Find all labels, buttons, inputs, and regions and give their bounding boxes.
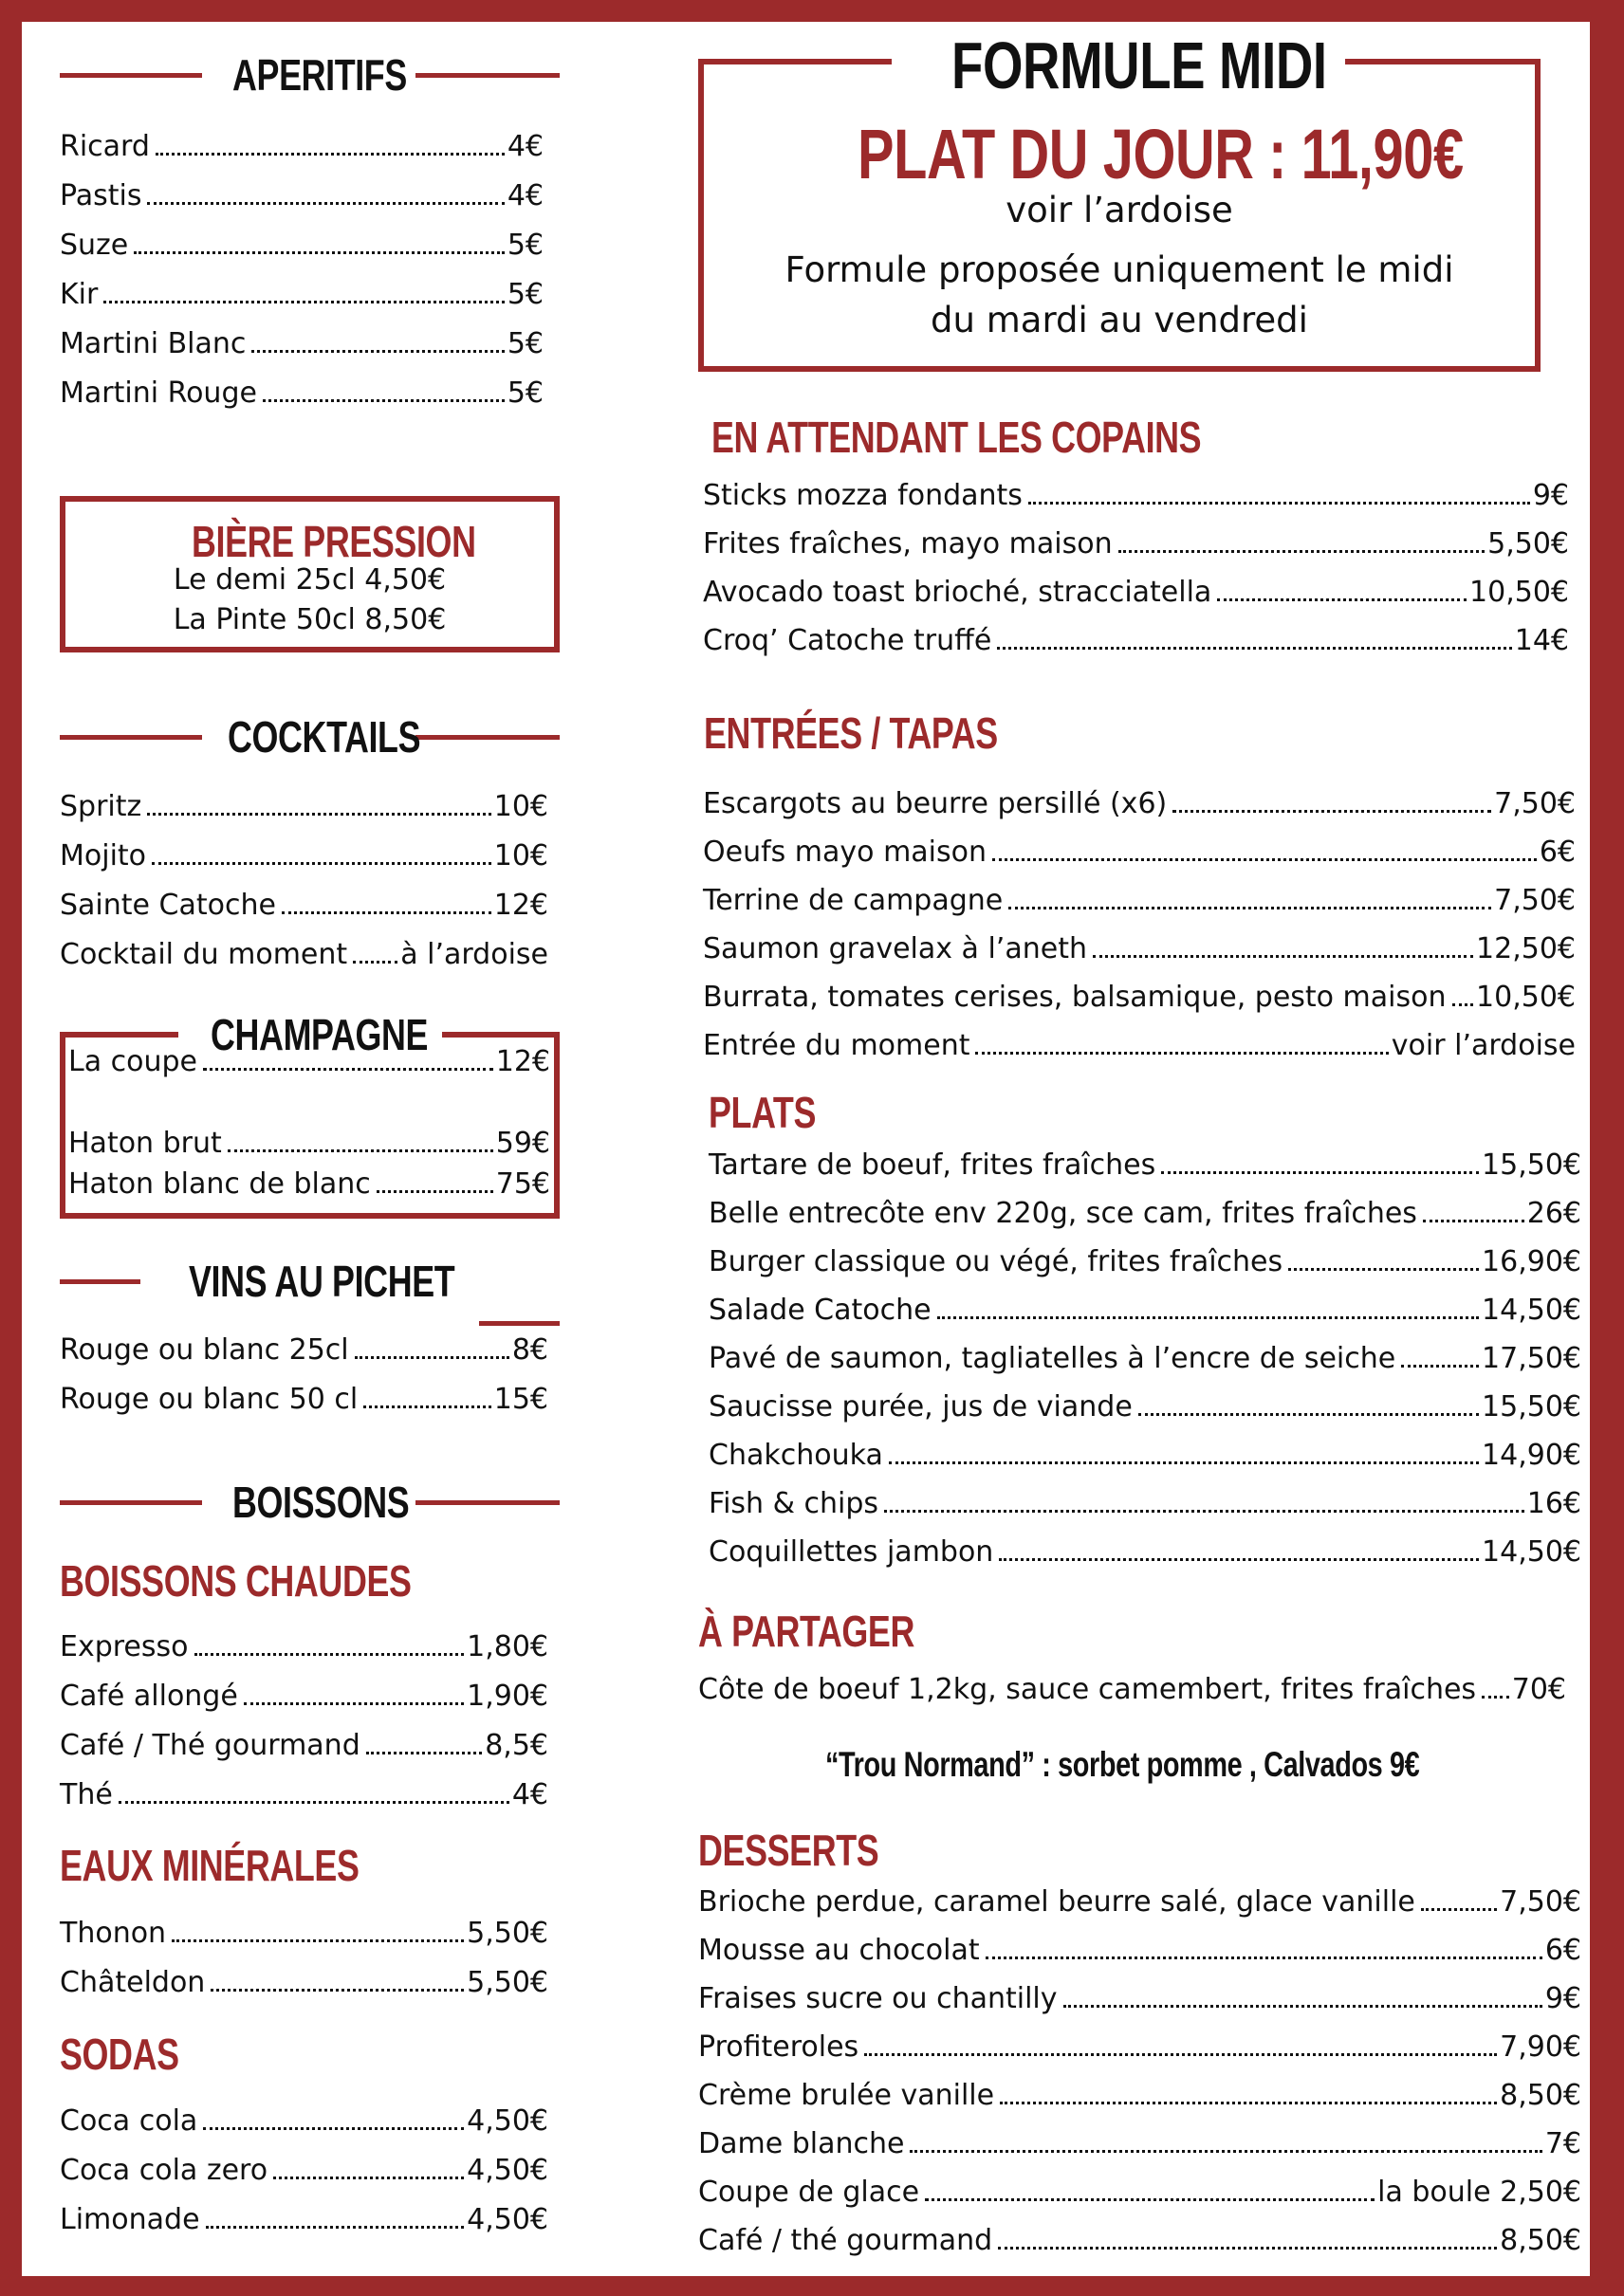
dessert-item [698,1933,1581,1969]
dot-leader [147,202,504,205]
champagne-item [68,1166,550,1203]
boisson-chaude-item [60,1679,548,1715]
dessert-item [698,2223,1581,2259]
dot-leader [263,399,505,402]
aperitifs-rule-left [60,73,202,78]
item-name: Sainte Catoche [60,889,276,922]
dot-leader [1161,1171,1479,1174]
dot-leader [889,1461,1479,1464]
vin-item [60,1332,548,1368]
cocktail-item [60,888,548,924]
dot-leader [1482,1696,1509,1699]
champagne-item [68,1126,550,1162]
dot-leader [273,2177,464,2179]
dot-leader [377,1190,493,1193]
dessert-item [698,1884,1581,1920]
item-price: 7,50€ [1500,1885,1581,1919]
item-price: 14,50€ [1482,1535,1581,1569]
item-price: 1,80€ [467,1630,548,1663]
item-name: Coquillettes jambon [709,1535,994,1569]
champagne-item [68,1044,550,1080]
aperitifs-title: APERITIFS [232,50,407,100]
formule-title: FORMULE MIDI [951,28,1327,102]
item-name: Tartare de boeuf, frites fraîches [709,1148,1156,1182]
item-price: 10€ [493,839,548,872]
item-name: Kir [60,278,99,311]
item-price: 15€ [493,1383,548,1416]
item-price: 15,50€ [1482,1148,1581,1182]
item-price: 14,50€ [1482,1294,1581,1327]
item-name: Crème brulée vanille [698,2079,995,2112]
aperitif-item [60,178,544,214]
dessert-item [698,2078,1581,2114]
item-price: 70€ [1511,1673,1566,1706]
partager-item [698,1672,1566,1708]
dot-leader [997,647,1511,650]
item-name: Expresso [60,1630,189,1663]
item-name: Frites fraîches, mayo maison [703,527,1113,560]
item-name: Thé [60,1778,113,1811]
item-name: Cocktail du moment [60,938,348,971]
trou-normand: “Trou Normand” : sorbet pomme , Calvados 9€ [825,1745,1420,1784]
plat-item [709,1293,1581,1329]
item-price: 12,50€ [1476,932,1576,965]
item-name: Escargots au beurre persillé (x6) [703,787,1168,820]
item-price: 5€ [507,229,544,262]
item-price: 17,50€ [1482,1342,1581,1375]
dot-leader [925,2198,1375,2201]
item-price: à l’ardoise [400,938,548,971]
item-price: 10,50€ [1469,576,1569,609]
item-name: Brioche perdue, caramel beurre salé, glace vanille [698,1885,1415,1919]
dot-leader [999,1558,1479,1561]
cocktail-item [60,937,548,973]
dot-leader [172,1939,464,1942]
dot-leader [1138,1413,1479,1416]
vins-rule-right [479,1321,560,1326]
dot-leader [251,350,504,353]
item-price: 5€ [507,377,544,410]
dot-leader [244,1702,464,1705]
boisson-chaude-item [60,1629,548,1665]
aperitif-item [60,326,544,362]
item-price: la boule 2,50€ [1377,2176,1581,2209]
dot-leader [203,1068,493,1071]
item-name: Châteldon [60,1966,206,1999]
item-name: Rouge ou blanc 25cl [60,1333,349,1367]
plat-item [709,1148,1581,1184]
entree-item [703,980,1576,1016]
dessert-item [698,2175,1581,2211]
biere-line-pinte: La Pinte 50cl 8,50€ [173,603,447,636]
dot-leader [937,1316,1479,1319]
dot-leader [992,858,1537,861]
dot-leader [1172,810,1491,813]
copains-item [703,575,1569,611]
dot-leader [366,1752,482,1754]
dessert-item [698,1981,1581,2017]
item-price: 75€ [495,1167,550,1201]
copains-item [703,526,1569,562]
item-price: 7€ [1544,2127,1581,2160]
dot-leader [156,153,505,156]
item-price: 1,90€ [467,1680,548,1713]
dot-leader [355,1356,509,1359]
plat-item [709,1244,1581,1280]
boisson-chaude-item [60,1777,548,1813]
biere-line-demi: Le demi 25cl 4,50€ [173,563,447,597]
item-price: 59€ [495,1127,550,1160]
item-price: 7,50€ [1494,787,1576,820]
dot-leader [975,1052,1388,1055]
item-name: Haton brut [68,1127,222,1160]
item-name: Suze [60,229,129,262]
item-name: Rouge ou blanc 50 cl [60,1383,359,1416]
plat-item [709,1486,1581,1522]
item-name: Thonon [60,1917,167,1950]
aperitif-item [60,277,544,313]
item-price: 9€ [1544,1982,1581,2015]
item-name: Café allongé [60,1680,238,1713]
item-name: Avocado toast brioché, stracciatella [703,576,1212,609]
dessert-item [698,2126,1581,2162]
entree-item [703,835,1576,871]
boisson-chaude-item [60,1728,548,1764]
item-name: Café / thé gourmand [698,2224,993,2257]
item-price: 10,50€ [1476,981,1576,1014]
item-name: Saumon gravelax à l’aneth [703,932,1087,965]
dot-leader [998,2247,1497,2250]
item-name: Chakchouka [709,1439,883,1472]
dot-leader [864,2053,1497,2056]
eau-item [60,1965,548,2001]
dot-leader [1452,1003,1474,1006]
item-name: Entrée du moment [703,1029,970,1062]
item-name: Café / Thé gourmand [60,1729,360,1762]
plat-item [709,1438,1581,1474]
dot-leader [119,1801,509,1804]
item-price: 15,50€ [1482,1390,1581,1424]
item-name: Salade Catoche [709,1294,932,1327]
item-price: 16,90€ [1482,1245,1581,1278]
dot-leader [1217,598,1467,601]
dot-leader [353,961,397,964]
item-name: Sticks mozza fondants [703,479,1023,512]
item-price: 26€ [1526,1197,1581,1230]
item-name: Oeufs mayo maison [703,836,987,869]
formule-plat: PLAT DU JOUR : 11,90€ [858,115,1464,193]
item-price: 5€ [507,278,544,311]
aperitif-item [60,228,544,264]
entree-item [703,1028,1576,1064]
vins-rule-left [60,1279,140,1284]
cocktails-rule-right [415,735,560,740]
item-price: 8,5€ [485,1729,548,1762]
item-name: Haton blanc de blanc [68,1167,371,1201]
plat-item [709,1389,1581,1425]
item-name: Burger classique ou végé, frites fraîches [709,1245,1283,1278]
dot-leader [1008,907,1491,909]
item-name: Terrine de campagne [703,884,1004,917]
item-name: La coupe [68,1045,197,1078]
item-name: Mojito [60,839,147,872]
cocktail-item [60,838,548,874]
dot-leader [134,251,505,254]
dot-leader [228,1149,493,1152]
item-price: 4,50€ [467,2154,548,2187]
cocktails-title: COCKTAILS [228,712,421,762]
dot-leader [1421,1908,1497,1911]
dot-leader [211,1989,464,1992]
item-price: 4€ [507,179,544,212]
boissons-rule-left [60,1500,202,1505]
item-price: 8,50€ [1500,2224,1581,2257]
plat-item [709,1341,1581,1377]
item-price: 5€ [507,327,544,360]
item-price: 8€ [511,1333,548,1367]
item-price: 5,50€ [467,1917,548,1950]
soda-item [60,2103,548,2140]
item-price: 8,50€ [1500,2079,1581,2112]
aperitif-item [60,376,544,412]
biere-title: BIÈRE PRESSION [192,517,476,566]
copains-item [703,623,1569,659]
boissons-rule-right [415,1500,560,1505]
plats-title: PLATS [709,1088,817,1137]
dot-leader [1401,1365,1479,1368]
item-price: 12€ [493,889,548,922]
eaux-title: EAUX MINÉRALES [60,1841,360,1890]
soda-item [60,2202,548,2238]
formule-line-jours: du mardi au vendredi [931,300,1308,340]
vin-item [60,1382,548,1418]
plat-item [709,1534,1581,1570]
dot-leader [1118,550,1486,553]
entree-item [703,883,1576,919]
boissons-title: BOISSONS [232,1478,410,1527]
cocktails-rule-left [60,735,202,740]
item-price: 4€ [507,130,544,163]
item-name: Fraises sucre ou chantilly [698,1982,1058,2015]
item-name: Belle entrecôte env 220g, sce cam, frites fraîches [709,1197,1417,1230]
item-price: 16€ [1526,1487,1581,1520]
dot-leader [910,2150,1541,2153]
vins-title: VINS AU PICHET [189,1257,455,1306]
item-price: 6€ [1539,836,1576,869]
item-price: 14,90€ [1482,1439,1581,1472]
dot-leader [1000,2102,1497,2104]
cocktail-item [60,789,548,825]
copains-title: EN ATTENDANT LES COPAINS [711,413,1202,462]
item-name: Coupe de glace [698,2176,920,2209]
soda-item [60,2153,548,2189]
item-price: 7,50€ [1494,884,1576,917]
item-price: 10€ [493,790,548,823]
item-name: Ricard [60,130,150,163]
item-name: Mousse au chocolat [698,1934,980,1967]
dot-leader [1063,2005,1542,2008]
item-name: Saucisse purée, jus de viande [709,1390,1133,1424]
item-price: 5,50€ [467,1966,548,1999]
dessert-item [698,2030,1581,2066]
item-name: Limonade [60,2203,200,2236]
dot-leader [986,1956,1542,1959]
dot-leader [1093,955,1473,958]
aperitif-item [60,129,544,165]
item-name: Côte de boeuf 1,2kg, sauce camembert, frites fraîches [698,1673,1477,1706]
dot-leader [363,1405,491,1408]
item-price: 4€ [511,1778,548,1811]
dot-leader [1288,1268,1479,1271]
item-name: Martini Blanc [60,327,247,360]
dot-leader [203,2127,464,2130]
dot-leader [884,1510,1524,1513]
boissons-chaudes-title: BOISSONS CHAUDES [60,1556,412,1606]
dot-leader [1423,1220,1524,1222]
dot-leader [1028,502,1530,505]
item-name: Martini Rouge [60,377,257,410]
entree-item [703,931,1576,967]
item-price: 9€ [1532,479,1569,512]
dot-leader [103,301,504,303]
item-name: Fish & chips [709,1487,879,1520]
item-name: Pastis [60,179,142,212]
entree-item [703,786,1576,822]
aperitifs-rule-right [415,73,560,78]
partager-title: À PARTAGER [698,1607,914,1656]
item-name: Coca cola zero [60,2154,268,2187]
eau-item [60,1916,548,1952]
item-name: Spritz [60,790,142,823]
item-name: Croq’ Catoche truffé [703,624,992,657]
item-price: 6€ [1544,1934,1581,1967]
sodas-title: SODAS [60,2030,179,2079]
item-name: Pavé de saumon, tagliatelles à l’encre de seiche [709,1342,1396,1375]
dot-leader [194,1653,465,1656]
plat-item [709,1196,1581,1232]
entrees-title: ENTRÉES / TAPAS [704,708,998,758]
item-name: Burrata, tomates cerises, balsamique, pesto maison [703,981,1447,1014]
item-price: 12€ [495,1045,550,1078]
item-price: 7,90€ [1500,2030,1581,2064]
formule-line-midi: Formule proposée uniquement le midi [784,249,1454,290]
dot-leader [147,813,490,816]
item-name: Dame blanche [698,2127,905,2160]
formule-line-ardoise: voir l’ardoise [1006,190,1233,230]
item-price: 4,50€ [467,2104,548,2138]
item-price: 5,50€ [1487,527,1569,560]
item-price: 14€ [1514,624,1569,657]
desserts-title: DESSERTS [698,1826,879,1875]
champagne-title: CHAMPAGNE [211,1010,429,1059]
item-name: Profiteroles [698,2030,859,2064]
copains-item [703,478,1569,514]
dot-leader [206,2226,465,2229]
item-price: voir l’ardoise [1391,1029,1576,1062]
dot-leader [282,911,491,914]
item-price: 4,50€ [467,2203,548,2236]
item-name: Coca cola [60,2104,198,2138]
dot-leader [152,862,491,865]
